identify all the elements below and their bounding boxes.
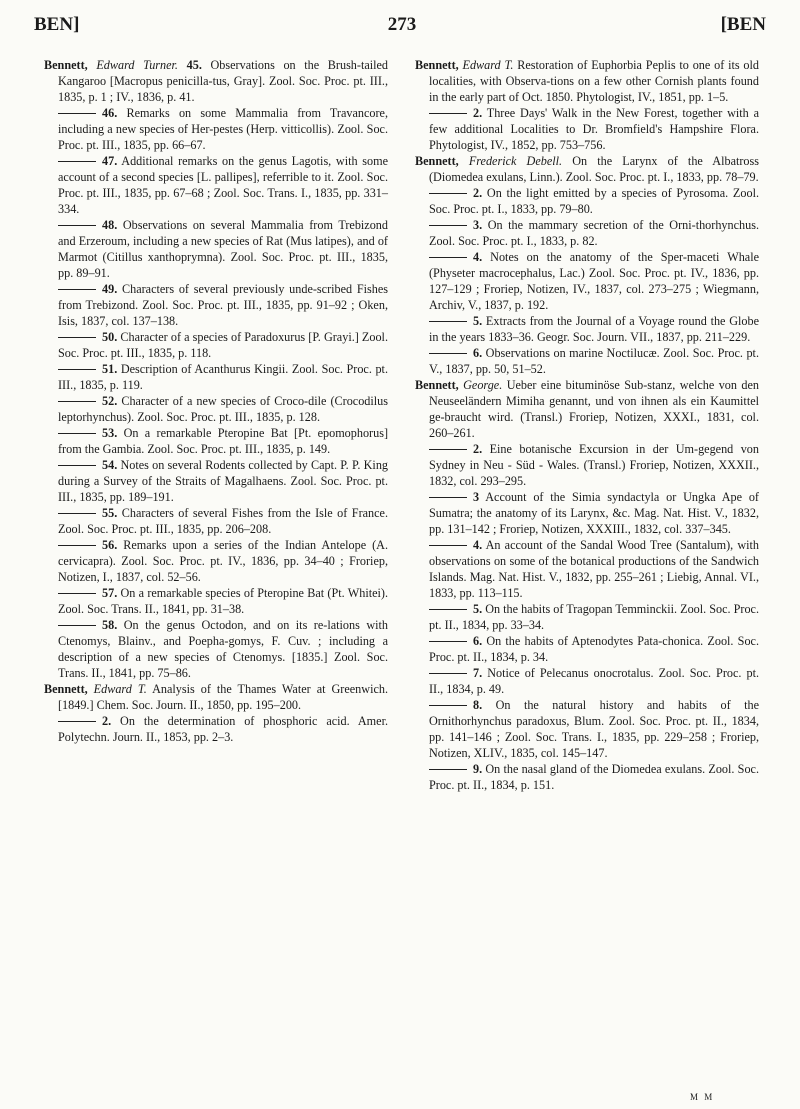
ditto-dash	[58, 289, 96, 290]
entry-text: Additional remarks on the genus Lagotis, with some account of a second species [L. pallipes], referrible to it. Zool. Soc. Proc. pt. III., 1835, pp. 67–68 ; Zool. Soc. Trans. I., 1835, pp. 331–334.	[58, 154, 389, 216]
ditto-dash	[429, 225, 467, 226]
bibliography-entry	[415, 697, 759, 761]
ditto-dash	[58, 545, 96, 546]
entry-text: On a remarkable species of Pteropine Bat (Pt. Whitei). Zool. Soc. Trans. II., 1841, pp. 31–38.	[58, 586, 388, 616]
bibliography-entry	[44, 217, 388, 281]
author-surname: Bennett,	[415, 154, 459, 168]
entry-number: 48.	[102, 218, 118, 232]
ditto-dash	[58, 721, 96, 722]
entry-number: 4.	[473, 538, 483, 552]
entry-text: Notes on several Rodents collected by Capt. P. P. King during a Survey of the Straits of Magalhaens. Zool. Soc. Proc. pt. III., 1835, pp. 189–191.	[58, 458, 389, 504]
bibliography-entry	[44, 713, 388, 745]
entry-number: 5.	[473, 314, 483, 328]
entry-text: Characters of several Fishes from the Isle of France. Zool. Soc. Proc. pt. III., 1835, pp. 206–208.	[58, 506, 388, 536]
entry-text: Character of a species of Paradoxurus [P. Grayi.] Zool. Soc. Proc. pt. III., 1835, p. 118.	[58, 330, 388, 360]
entry-text: Character of a new species of Croco-dile (Crocodilus leptorhynchus). Zool. Soc. Proc. pt. III., 1835, p. 128.	[58, 394, 389, 424]
ditto-dash	[429, 769, 467, 770]
ditto-dash	[58, 161, 96, 162]
bibliography-entry	[415, 217, 759, 249]
ditto-dash	[58, 369, 96, 370]
entry-number: 2.	[473, 442, 483, 456]
entry-text: Extracts from the Journal of a Voyage round the Globe in the years 1833–36. Geogr. Soc. Journ. VII., 1837, pp. 211–229.	[429, 314, 760, 344]
entry-text: On the natural history and habits of the Ornithorhynchus paradoxus, Blum. Zool. Soc. Proc. pt. II., 1834, pp. 141–146 ; Zool. Soc. Trans. I., 1835, pp. 229–258 ; Froriep, Notizen, XLIV., 1835, col. 145–147.	[429, 698, 759, 760]
ditto-dash	[429, 497, 467, 498]
entry-text: Remarks on some Mammalia from Travancore, including a new species of Her-pestes (Herp. vitticollis). Zool. Soc. Proc. pt. III., 1835, pp. 66–67.	[58, 106, 389, 152]
ditto-dash	[429, 609, 467, 610]
bibliography-entry	[44, 537, 388, 585]
header-right-guide: [BEN	[720, 14, 766, 35]
entry-text: Account of the Simia syndactyla or Ungka Ape of Sumatra; the anatomy of its Larynx, &c. Mag. Nat. Hist. V., 1832, pp. 131–142 ; Froriep, Notizen, XXXIII., 1832, col. 337–345.	[429, 490, 759, 536]
entry-text: On a remarkable Pteropine Bat [Pt. epomophorus] from the Gambia. Zool. Soc. Proc. pt. III., 1835, p. 149.	[58, 426, 389, 456]
entry-number: 2.	[473, 106, 483, 120]
author-entry	[415, 377, 759, 441]
bibliography-entry	[44, 393, 388, 425]
page-number: 273	[387, 14, 417, 35]
entry-number: 3	[473, 490, 480, 504]
bibliography-entry	[44, 105, 388, 153]
entry-number: 46.	[102, 106, 118, 120]
entry-number: 6.	[473, 634, 483, 648]
ditto-dash	[58, 225, 96, 226]
entry-number: 50.	[102, 330, 118, 344]
page-header	[32, 8, 772, 42]
author-entry	[415, 153, 759, 185]
entry-number: 52.	[102, 394, 118, 408]
ditto-dash	[429, 193, 467, 194]
bibliography-entry	[44, 425, 388, 457]
ditto-dash	[58, 401, 96, 402]
author-entry	[44, 57, 388, 105]
entry-text: On the mammary secretion of the Orni-thorhynchus. Zool. Soc. Proc. pt. I., 1833, p. 82.	[429, 218, 759, 248]
ditto-dash	[429, 113, 467, 114]
entry-text: Observations on marine Noctilucæ. Zool. Soc. Proc. pt. V., 1837, pp. 50, 51–52.	[429, 346, 759, 376]
entry-text: Description of Acanthurus Kingii. Zool. Soc. Proc. pt. III., 1835, p. 119.	[58, 362, 388, 392]
right-column	[415, 57, 759, 793]
entry-text: On the habits of Tragopan Temminckii. Zool. Soc. Proc. pt. II., 1834, pp. 33–34.	[429, 602, 760, 632]
entry-text: Observations on several Mammalia from Trebizond and Erzeroum, including a new species of Rat (Mus latipes), and of Marmot (Citillus xanthoprymna). Zool. Soc. Proc. pt. III., 1835, pp. 89–91.	[58, 218, 388, 280]
entry-text: On the nasal gland of the Diomedea exulans. Zool. Soc. Proc. pt. II., 1834, p. 151.	[429, 762, 759, 792]
author-entry	[44, 681, 388, 713]
ditto-dash	[58, 625, 96, 626]
entry-number: 49.	[102, 282, 118, 296]
entry-text: Observations on the Brush-tailed Kangaroo [Macropus penicilla-tus, Gray]. Zool. Soc. Proc. pt. III., 1835, p. 1 ; IV., 1836, p. 41.	[58, 58, 389, 104]
ditto-dash	[58, 465, 96, 466]
entry-text: Eine botanische Excursion in der Um-gegend von Sydney in Neu - Süd - Wales. (Transl.) Froriep, Notizen, XXXII., 1832, col. 293–295.	[429, 442, 759, 488]
author-given-name: Edward Turner.	[96, 58, 178, 72]
entry-number: 3.	[473, 218, 483, 232]
bibliography-entry	[415, 601, 759, 633]
author-surname: Bennett,	[44, 58, 88, 72]
ditto-dash	[58, 513, 96, 514]
entry-number: 2.	[473, 186, 483, 200]
entry-number: 51.	[102, 362, 118, 376]
entry-text: Notes on the anatomy of the Sper-maceti Whale (Physeter macrocephalus, Lac.) Zool. Soc. Proc. pt. IV., 1836, pp. 127–129 ; Froriep, Notizen, IV., 1837, col. 273–275 ; Wiegmann, Archiv, V., 1837, p. 192.	[429, 250, 759, 312]
ditto-dash	[58, 593, 96, 594]
ditto-dash	[429, 705, 467, 706]
entry-text: Remarks upon a series of the Indian Antelope (A. cervicapra). Zool. Soc. Proc. pt. IV., 1836, pp. 34–40 ; Froriep, Notizen, I., 1837, col. 52–56.	[58, 538, 388, 584]
entry-number: 53.	[102, 426, 118, 440]
signature-mark: M M	[690, 1092, 715, 1102]
entry-text: On the determination of phosphoric acid. Amer. Polytechn. Journ. II., 1853, pp. 2–3.	[58, 714, 389, 744]
bibliography-entry	[415, 633, 759, 665]
entry-text: Characters of several previously unde-scribed Fishes from Trebizond. Zool. Soc. Proc. pt. III., 1835, pp. 91–92 ; Oken, Isis, 1837, col. 137–138.	[58, 282, 388, 328]
entry-text: On the light emitted by a species of Pyrosoma. Zool. Soc. Proc. pt. I., 1833, pp. 79–80.	[429, 186, 759, 216]
ditto-dash	[429, 545, 467, 546]
bibliography-entry	[415, 105, 759, 153]
entry-number: 2.	[102, 714, 112, 728]
bibliography-entry	[415, 489, 759, 537]
ditto-dash	[429, 257, 467, 258]
entry-text: Ueber eine bituminöse Sub-stanz, welche von den Neuseeländern Mimiha genannt, und von ihnen als ein Kaumittel ge-braucht wird. (Transl.) Froriep, Notizen, XXXI., 1831, col. 260–261.	[429, 378, 760, 440]
entry-number: 55.	[102, 506, 118, 520]
entry-number: 6.	[473, 346, 483, 360]
ditto-dash	[429, 449, 467, 450]
entry-number: 9.	[473, 762, 483, 776]
entry-text: Analysis of the Thames Water at Greenwich. [1849.] Chem. Soc. Journ. II., 1850, pp. 195–200.	[58, 682, 388, 712]
entry-text: An account of the Sandal Wood Tree (Santalum), with observations on some of the botanical productions of the Sandwich Islands. Mag. Nat. Hist. V., 1832, pp. 255–261 ; Liebig, Annal. VI., 1833, pp. 113–115.	[429, 538, 759, 600]
ditto-dash	[429, 321, 467, 322]
ditto-dash	[429, 641, 467, 642]
author-given-name: Edward T.	[462, 58, 514, 72]
bibliography-entry	[44, 153, 388, 217]
entry-number: 7.	[473, 666, 483, 680]
author-surname: Bennett,	[415, 378, 459, 392]
bibliography-entry	[44, 617, 388, 681]
entry-number: 4.	[473, 250, 483, 264]
bibliography-entry	[415, 441, 759, 489]
entry-number: 5.	[473, 602, 483, 616]
entry-text: Notice of Pelecanus onocrotalus. Zool. Soc. Proc. pt. II., 1834, p. 49.	[429, 666, 760, 696]
ditto-dash	[58, 433, 96, 434]
entry-number: 58.	[102, 618, 118, 632]
entry-text: Three Days' Walk in the New Forest, together with a few additional Localities to Dr. Bromfield's Hampshire Flora. Phytologist, IV., 1852, pp. 753–756.	[429, 106, 760, 152]
entry-text: On the genus Octodon, and on its re-lations with Ctenomys, Blainv., and Poepha-gomys, F. Cuv. ; including a description of a new species of Ctenomys. [1835.] Zool. Soc. Trans. II., 1841, pp. 75–86.	[58, 618, 389, 680]
entry-number: 56.	[102, 538, 118, 552]
author-given-name: Frederick Debell.	[468, 154, 563, 168]
entry-number: 54.	[102, 458, 118, 472]
entry-number: 47.	[102, 154, 118, 168]
bibliography-entry	[44, 585, 388, 617]
bibliography-entry	[415, 665, 759, 697]
bibliography-entry	[415, 185, 759, 217]
author-surname: Bennett,	[44, 682, 88, 696]
bibliography-entry	[415, 249, 759, 313]
header-left-guide: BEN]	[34, 14, 80, 35]
author-given-name: Edward T.	[93, 682, 147, 696]
bibliography-entry	[415, 313, 759, 345]
entry-number: 8.	[473, 698, 483, 712]
author-surname: Bennett,	[415, 58, 459, 72]
ditto-dash	[429, 353, 467, 354]
entry-text: On the Larynx of the Albatross (Diomedea exulans, Linn.). Zool. Soc. Proc. pt. I., 1833, pp. 78–79.	[429, 154, 759, 184]
entry-text: On the habits of Aptenodytes Pata-chonica. Zool. Soc. Proc. pt. II., 1834, p. 34.	[429, 634, 759, 664]
left-column	[44, 57, 388, 745]
bibliography-entry	[44, 361, 388, 393]
ditto-dash	[58, 337, 96, 338]
bibliography-entry	[44, 329, 388, 361]
bibliography-entry	[44, 457, 388, 505]
bibliography-entry	[415, 537, 759, 601]
ditto-dash	[429, 673, 467, 674]
entry-number: 45.	[186, 58, 202, 72]
ditto-dash	[58, 113, 96, 114]
bibliography-entry	[415, 761, 759, 793]
author-entry	[415, 57, 759, 105]
bibliography-entry	[44, 505, 388, 537]
author-given-name: George.	[463, 378, 503, 392]
entry-text: Restoration of Euphorbia Peplis to one of its old localities, with Observa-tions on a few other Cornish plants found in the early part of Oct. 1850. Phytologist, IV., 1851, pp. 1–5.	[429, 58, 759, 104]
bibliography-entry	[415, 345, 759, 377]
entry-number: 57.	[102, 586, 118, 600]
bibliography-entry	[44, 281, 388, 329]
